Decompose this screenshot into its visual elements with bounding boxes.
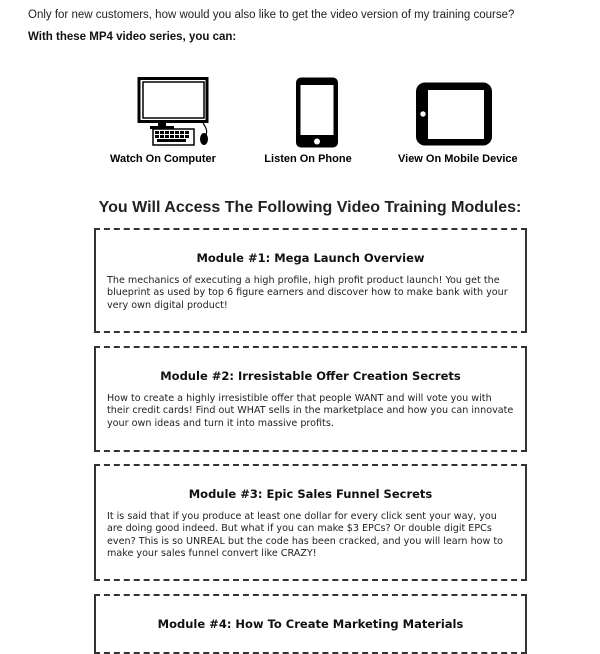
module-card (94, 464, 527, 581)
device-tablet (398, 81, 518, 165)
device-computer-label: Watch On Computer (110, 153, 216, 165)
device-phone-label: Listen On Phone (264, 153, 352, 165)
desktop-computer-icon (110, 77, 214, 149)
device-computer (110, 77, 214, 165)
module-card (94, 228, 527, 333)
smartphone-icon (256, 76, 360, 149)
device-tablet-label: View On Mobile Device (398, 153, 518, 165)
intro-question: Only for new customers, how would you also like to get the video version of my training course? (28, 9, 515, 21)
module-title: Module #1: Mega Launch Overview (196, 251, 425, 265)
module-title: Module #4: How To Create Marketing Materials (157, 617, 464, 631)
section-title: You Will Access The Following Video Training Modules: (98, 199, 522, 216)
module-description: The mechanics of executing a high profile, high profit product launch! You get the blueprint as used by top 6 figure earners and discover how to make bank with your very own digital product! (107, 275, 508, 311)
module-title: Module #3: Epic Sales Funnel Secrets (188, 487, 433, 501)
device-phone (256, 76, 360, 165)
module-card (94, 346, 527, 452)
module-description: It is said that if you produce at least one dollar for every click sent your way, you are doing good indeed. But what if you can make $3 EPCs? Or double digit EPCs even? This is so UNREAL but the code has been cracked, and you will learn how to make your sales funnel convert like CRAZY! (107, 511, 504, 560)
tablet-icon (398, 81, 510, 149)
module-description: How to create a highly irresistible offer that people WANT and will vote you with their credit cards! Find out WHAT sells in the marketplace and how you can innovate your own ideas and turn it into massive profits. (107, 393, 514, 429)
module-title: Module #2: Irresistable Offer Creation Secrets (160, 369, 461, 383)
intro-subheading: With these MP4 video series, you can: (28, 31, 237, 43)
module-card (94, 594, 527, 654)
